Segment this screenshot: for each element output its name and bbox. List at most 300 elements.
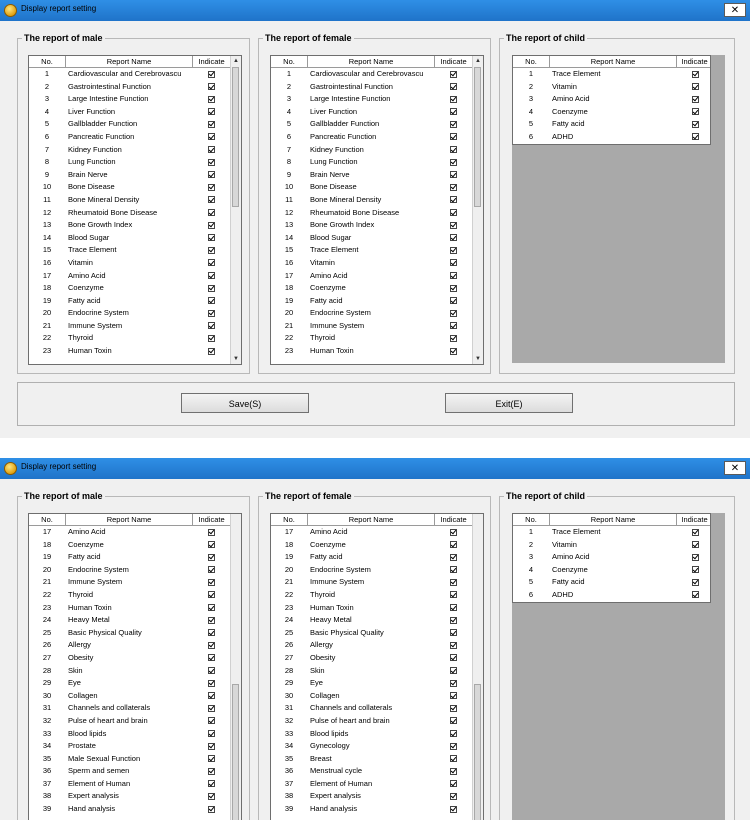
row-number: 20 bbox=[284, 308, 294, 318]
indicate-cell bbox=[680, 539, 710, 552]
row-number: 19 bbox=[42, 552, 52, 562]
checkbox-checked-icon[interactable] bbox=[692, 566, 699, 573]
table-row[interactable] bbox=[271, 257, 483, 270]
checkbox-checked-icon[interactable] bbox=[450, 743, 457, 750]
child-group-title: The report of child bbox=[506, 33, 586, 43]
indicate-cell bbox=[438, 93, 468, 106]
table-row[interactable] bbox=[29, 181, 241, 194]
checkbox-checked-icon[interactable] bbox=[208, 259, 215, 266]
table-row[interactable] bbox=[29, 702, 241, 715]
table-row[interactable] bbox=[29, 728, 241, 741]
checkbox-checked-icon[interactable] bbox=[208, 717, 215, 724]
checkbox-checked-icon[interactable] bbox=[208, 554, 215, 561]
table-row[interactable] bbox=[29, 602, 241, 615]
row-number: 25 bbox=[284, 627, 294, 637]
checkbox-checked-icon[interactable] bbox=[208, 541, 215, 548]
row-number: 15 bbox=[284, 245, 294, 255]
table-row[interactable] bbox=[29, 677, 241, 690]
table-row[interactable] bbox=[271, 790, 483, 803]
table-row[interactable] bbox=[29, 539, 241, 552]
checkbox-checked-icon[interactable] bbox=[692, 108, 699, 115]
checkbox-checked-icon[interactable] bbox=[208, 667, 215, 674]
row-number: 2 bbox=[528, 81, 534, 91]
report-name: Expert analysis bbox=[310, 791, 361, 801]
checkbox-checked-icon[interactable] bbox=[450, 133, 457, 140]
report-app-icon bbox=[4, 462, 17, 475]
exit-button[interactable]: Exit(E) bbox=[445, 393, 573, 413]
checkbox-checked-icon[interactable] bbox=[208, 184, 215, 191]
checkbox-checked-icon[interactable] bbox=[450, 159, 457, 166]
checkbox-checked-icon[interactable] bbox=[692, 96, 699, 103]
checkbox-checked-icon[interactable] bbox=[208, 692, 215, 699]
child-report-list[interactable] bbox=[512, 55, 725, 363]
table-row[interactable] bbox=[29, 156, 241, 169]
table-row[interactable] bbox=[271, 93, 483, 106]
row-number: 20 bbox=[42, 308, 52, 318]
scroll-down-icon[interactable]: ▼ bbox=[233, 356, 239, 362]
table-row[interactable] bbox=[29, 131, 241, 144]
checkbox-checked-icon[interactable] bbox=[450, 554, 457, 561]
table-row[interactable] bbox=[513, 576, 710, 589]
checkbox-checked-icon[interactable] bbox=[450, 629, 457, 636]
checkbox-checked-icon[interactable] bbox=[450, 335, 457, 342]
checkbox-checked-icon[interactable] bbox=[208, 310, 215, 317]
table-row[interactable] bbox=[271, 551, 483, 564]
checkbox-checked-icon[interactable] bbox=[208, 108, 215, 115]
female-report-list[interactable] bbox=[270, 513, 484, 820]
table-row[interactable] bbox=[271, 627, 483, 640]
row-number: 18 bbox=[42, 539, 52, 549]
table-row[interactable] bbox=[29, 778, 241, 791]
checkbox-checked-icon[interactable] bbox=[450, 667, 457, 674]
row-number: 20 bbox=[42, 564, 52, 574]
checkbox-checked-icon[interactable] bbox=[208, 121, 215, 128]
checkbox-checked-icon[interactable] bbox=[208, 806, 215, 813]
report-name: Pulse of heart and brain bbox=[68, 715, 148, 725]
table-row[interactable] bbox=[29, 740, 241, 753]
table-row[interactable] bbox=[29, 526, 241, 539]
checkbox-checked-icon[interactable] bbox=[208, 768, 215, 775]
table-row[interactable] bbox=[29, 551, 241, 564]
table-row[interactable] bbox=[513, 551, 710, 564]
vertical-scrollbar[interactable] bbox=[230, 56, 241, 364]
checkbox-checked-icon[interactable] bbox=[208, 642, 215, 649]
table-row[interactable] bbox=[271, 194, 483, 207]
table-row[interactable] bbox=[29, 639, 241, 652]
checkbox-checked-icon[interactable] bbox=[450, 322, 457, 329]
checkbox-checked-icon[interactable] bbox=[208, 579, 215, 586]
table-row[interactable] bbox=[29, 589, 241, 602]
indicate-cell bbox=[680, 106, 710, 119]
table-row[interactable] bbox=[29, 295, 241, 308]
checkbox-checked-icon[interactable] bbox=[208, 705, 215, 712]
table-row[interactable] bbox=[271, 219, 483, 232]
table-row[interactable] bbox=[29, 270, 241, 283]
table-row[interactable] bbox=[29, 790, 241, 803]
scroll-thumb[interactable] bbox=[232, 684, 239, 820]
row-number: 23 bbox=[284, 346, 294, 356]
close-button[interactable]: ✕ bbox=[724, 461, 746, 475]
male-rows bbox=[29, 526, 241, 816]
report-name: Hand analysis bbox=[310, 804, 358, 814]
table-row[interactable] bbox=[271, 753, 483, 766]
table-row[interactable] bbox=[513, 93, 710, 106]
scroll-up-icon[interactable]: ▲ bbox=[475, 58, 481, 64]
scroll-down-icon[interactable]: ▼ bbox=[475, 356, 481, 362]
header-report-name: Report Name bbox=[66, 514, 193, 525]
scroll-thumb[interactable] bbox=[474, 67, 481, 207]
table-row[interactable] bbox=[29, 690, 241, 703]
checkbox-checked-icon[interactable] bbox=[208, 196, 215, 203]
checkbox-checked-icon[interactable] bbox=[208, 234, 215, 241]
indicate-cell bbox=[196, 144, 226, 157]
checkbox-checked-icon[interactable] bbox=[450, 247, 457, 254]
checkbox-checked-icon[interactable] bbox=[450, 768, 457, 775]
report-name: Fatty acid bbox=[68, 552, 101, 562]
indicate-cell bbox=[438, 118, 468, 131]
table-row[interactable] bbox=[271, 677, 483, 690]
table-row[interactable] bbox=[271, 244, 483, 257]
table-row[interactable] bbox=[271, 526, 483, 539]
checkbox-checked-icon[interactable] bbox=[450, 146, 457, 153]
table-row[interactable] bbox=[29, 232, 241, 245]
checkbox-checked-icon[interactable] bbox=[450, 272, 457, 279]
close-button[interactable]: ✕ bbox=[724, 3, 746, 17]
row-number: 24 bbox=[42, 615, 52, 625]
vertical-scrollbar[interactable] bbox=[472, 514, 483, 820]
checkbox-checked-icon[interactable] bbox=[450, 793, 457, 800]
table-row[interactable] bbox=[271, 765, 483, 778]
checkbox-checked-icon[interactable] bbox=[450, 755, 457, 762]
table-row[interactable] bbox=[29, 320, 241, 333]
checkbox-checked-icon[interactable] bbox=[692, 529, 699, 536]
table-row[interactable] bbox=[513, 539, 710, 552]
checkbox-checked-icon[interactable] bbox=[450, 617, 457, 624]
checkbox-checked-icon[interactable] bbox=[208, 247, 215, 254]
table-row[interactable] bbox=[271, 68, 483, 81]
table-row[interactable] bbox=[271, 576, 483, 589]
table-row[interactable] bbox=[29, 652, 241, 665]
table-row[interactable] bbox=[271, 207, 483, 220]
table-row[interactable] bbox=[29, 169, 241, 182]
checkbox-checked-icon[interactable] bbox=[450, 96, 457, 103]
checkbox-checked-icon[interactable] bbox=[450, 680, 457, 687]
checkbox-checked-icon[interactable] bbox=[208, 335, 215, 342]
row-number: 2 bbox=[528, 539, 534, 549]
checkbox-checked-icon[interactable] bbox=[450, 730, 457, 737]
table-row[interactable] bbox=[271, 564, 483, 577]
checkbox-checked-icon[interactable] bbox=[692, 83, 699, 90]
table-row[interactable] bbox=[29, 753, 241, 766]
checkbox-checked-icon[interactable] bbox=[208, 604, 215, 611]
checkbox-checked-icon[interactable] bbox=[450, 297, 457, 304]
row-number: 23 bbox=[284, 602, 294, 612]
table-row[interactable] bbox=[29, 715, 241, 728]
table-row[interactable] bbox=[271, 803, 483, 816]
table-row[interactable] bbox=[29, 665, 241, 678]
table-row[interactable] bbox=[513, 589, 710, 602]
table-row[interactable] bbox=[29, 219, 241, 232]
row-number: 3 bbox=[286, 94, 292, 104]
report-name: Vitamin bbox=[552, 539, 577, 549]
checkbox-checked-icon[interactable] bbox=[450, 310, 457, 317]
checkbox-checked-icon[interactable] bbox=[208, 83, 215, 90]
checkbox-checked-icon[interactable] bbox=[450, 108, 457, 115]
table-row[interactable] bbox=[271, 728, 483, 741]
table-row[interactable] bbox=[271, 778, 483, 791]
checkbox-checked-icon[interactable] bbox=[450, 285, 457, 292]
checkbox-checked-icon[interactable] bbox=[692, 133, 699, 140]
report-name: Brain Nerve bbox=[68, 169, 108, 179]
indicate-cell bbox=[438, 526, 468, 539]
table-row[interactable] bbox=[513, 81, 710, 94]
checkbox-checked-icon[interactable] bbox=[450, 604, 457, 611]
table-row[interactable] bbox=[271, 690, 483, 703]
indicate-cell bbox=[438, 194, 468, 207]
indicate-cell bbox=[438, 282, 468, 295]
table-row[interactable] bbox=[513, 526, 710, 539]
table-row[interactable] bbox=[513, 106, 710, 119]
table-row[interactable] bbox=[271, 295, 483, 308]
checkbox-checked-icon[interactable] bbox=[692, 121, 699, 128]
checkbox-checked-icon[interactable] bbox=[450, 579, 457, 586]
checkbox-checked-icon[interactable] bbox=[208, 730, 215, 737]
table-row[interactable] bbox=[271, 589, 483, 602]
row-number: 32 bbox=[284, 715, 294, 725]
report-name: Menstrual cycle bbox=[310, 766, 363, 776]
row-number: 30 bbox=[42, 690, 52, 700]
checkbox-checked-icon[interactable] bbox=[450, 780, 457, 787]
checkbox-checked-icon[interactable] bbox=[450, 717, 457, 724]
checkbox-checked-icon[interactable] bbox=[208, 680, 215, 687]
checkbox-checked-icon[interactable] bbox=[450, 71, 457, 78]
table-row[interactable] bbox=[29, 207, 241, 220]
row-number: 8 bbox=[286, 157, 292, 167]
table-row[interactable] bbox=[29, 257, 241, 270]
table-row[interactable] bbox=[29, 118, 241, 131]
indicate-cell bbox=[196, 677, 226, 690]
table-row[interactable] bbox=[271, 144, 483, 157]
checkbox-checked-icon[interactable] bbox=[450, 566, 457, 573]
table-row[interactable] bbox=[271, 665, 483, 678]
vertical-scrollbar[interactable] bbox=[472, 56, 483, 364]
indicate-cell bbox=[438, 244, 468, 257]
checkbox-checked-icon[interactable] bbox=[450, 184, 457, 191]
table-row[interactable] bbox=[271, 270, 483, 283]
checkbox-checked-icon[interactable] bbox=[450, 348, 457, 355]
checkbox-checked-icon[interactable] bbox=[208, 617, 215, 624]
table-row[interactable] bbox=[29, 576, 241, 589]
checkbox-checked-icon[interactable] bbox=[208, 209, 215, 216]
checkbox-checked-icon[interactable] bbox=[450, 121, 457, 128]
child-report-list[interactable] bbox=[512, 513, 725, 820]
save-button[interactable]: Save(S) bbox=[181, 393, 309, 413]
table-row[interactable] bbox=[29, 803, 241, 816]
report-name: Allergy bbox=[68, 640, 91, 650]
checkbox-checked-icon[interactable] bbox=[450, 222, 457, 229]
report-name: Liver Function bbox=[68, 106, 116, 116]
checkbox-checked-icon[interactable] bbox=[208, 159, 215, 166]
female-report-list[interactable] bbox=[270, 55, 484, 365]
table-row[interactable] bbox=[271, 169, 483, 182]
checkbox-checked-icon[interactable] bbox=[450, 83, 457, 90]
report-name: Endocrine System bbox=[68, 308, 129, 318]
female-group-title: The report of female bbox=[265, 33, 352, 43]
checkbox-checked-icon[interactable] bbox=[450, 529, 457, 536]
checkbox-checked-icon[interactable] bbox=[208, 793, 215, 800]
child-report-group bbox=[499, 491, 735, 820]
checkbox-checked-icon[interactable] bbox=[208, 566, 215, 573]
checkbox-checked-icon[interactable] bbox=[450, 196, 457, 203]
checkbox-checked-icon[interactable] bbox=[450, 642, 457, 649]
scroll-thumb[interactable] bbox=[232, 67, 239, 207]
checkbox-checked-icon[interactable] bbox=[208, 780, 215, 787]
table-row[interactable] bbox=[271, 320, 483, 333]
checkbox-checked-icon[interactable] bbox=[208, 755, 215, 762]
checkbox-checked-icon[interactable] bbox=[208, 654, 215, 661]
table-row[interactable] bbox=[271, 131, 483, 144]
checkbox-checked-icon[interactable] bbox=[208, 297, 215, 304]
checkbox-checked-icon[interactable] bbox=[208, 629, 215, 636]
table-row[interactable] bbox=[271, 232, 483, 245]
table-row[interactable] bbox=[513, 118, 710, 131]
indicate-cell bbox=[680, 589, 710, 602]
indicate-cell bbox=[680, 68, 710, 81]
table-row[interactable] bbox=[29, 332, 241, 345]
checkbox-checked-icon[interactable] bbox=[450, 171, 457, 178]
scroll-thumb[interactable] bbox=[474, 684, 481, 820]
checkbox-checked-icon[interactable] bbox=[692, 554, 699, 561]
table-row[interactable] bbox=[29, 765, 241, 778]
female-rows bbox=[271, 526, 483, 816]
checkbox-checked-icon[interactable] bbox=[208, 272, 215, 279]
table-row[interactable] bbox=[29, 144, 241, 157]
checkbox-checked-icon[interactable] bbox=[208, 71, 215, 78]
indicate-cell bbox=[438, 144, 468, 157]
checkbox-checked-icon[interactable] bbox=[208, 322, 215, 329]
table-row[interactable] bbox=[271, 118, 483, 131]
checkbox-checked-icon[interactable] bbox=[450, 234, 457, 241]
row-number: 35 bbox=[284, 753, 294, 763]
male-report-list[interactable] bbox=[28, 513, 242, 820]
table-row[interactable] bbox=[29, 244, 241, 257]
row-number: 22 bbox=[42, 589, 52, 599]
row-number: 9 bbox=[44, 169, 50, 179]
checkbox-checked-icon[interactable] bbox=[450, 209, 457, 216]
male-report-list[interactable] bbox=[28, 55, 242, 365]
row-number: 3 bbox=[528, 552, 534, 562]
table-row[interactable] bbox=[29, 68, 241, 81]
checkbox-checked-icon[interactable] bbox=[692, 579, 699, 586]
table-row[interactable] bbox=[271, 639, 483, 652]
row-number: 8 bbox=[44, 157, 50, 167]
table-row[interactable] bbox=[29, 81, 241, 94]
table-row[interactable] bbox=[29, 307, 241, 320]
indicate-cell bbox=[438, 677, 468, 690]
table-row[interactable] bbox=[271, 81, 483, 94]
table-row[interactable] bbox=[271, 740, 483, 753]
report-name: Fatty acid bbox=[310, 552, 343, 562]
header-no: No. bbox=[513, 56, 550, 67]
table-row[interactable] bbox=[29, 564, 241, 577]
indicate-cell bbox=[438, 68, 468, 81]
row-number: 10 bbox=[284, 182, 294, 192]
table-row[interactable] bbox=[271, 602, 483, 615]
table-row[interactable] bbox=[513, 68, 710, 81]
checkbox-checked-icon[interactable] bbox=[208, 222, 215, 229]
report-name: Element of Human bbox=[310, 778, 373, 788]
table-row[interactable] bbox=[513, 564, 710, 577]
table-row[interactable] bbox=[29, 345, 241, 358]
checkbox-checked-icon[interactable] bbox=[208, 133, 215, 140]
checkbox-checked-icon[interactable] bbox=[208, 171, 215, 178]
table-row[interactable] bbox=[29, 93, 241, 106]
indicate-cell bbox=[438, 715, 468, 728]
table-row[interactable] bbox=[271, 307, 483, 320]
table-row[interactable] bbox=[29, 627, 241, 640]
checkbox-checked-icon[interactable] bbox=[450, 591, 457, 598]
report-name: Cardiovascular and Cerebrovascu bbox=[310, 69, 424, 78]
checkbox-checked-icon[interactable] bbox=[692, 71, 699, 78]
checkbox-checked-icon[interactable] bbox=[208, 96, 215, 103]
table-row[interactable] bbox=[271, 106, 483, 119]
table-row[interactable] bbox=[29, 282, 241, 295]
report-name: Endocrine System bbox=[68, 564, 129, 574]
checkbox-checked-icon[interactable] bbox=[450, 692, 457, 699]
row-number: 1 bbox=[44, 69, 50, 78]
checkbox-checked-icon[interactable] bbox=[208, 146, 215, 153]
checkbox-checked-icon[interactable] bbox=[208, 529, 215, 536]
checkbox-checked-icon[interactable] bbox=[208, 743, 215, 750]
checkbox-checked-icon[interactable] bbox=[208, 348, 215, 355]
report-name: Eye bbox=[310, 678, 323, 688]
checkbox-checked-icon[interactable] bbox=[208, 285, 215, 292]
indicate-cell bbox=[680, 93, 710, 106]
table-row[interactable] bbox=[271, 614, 483, 627]
report-name: Blood Sugar bbox=[68, 232, 110, 242]
checkbox-checked-icon[interactable] bbox=[450, 654, 457, 661]
checkbox-checked-icon[interactable] bbox=[450, 705, 457, 712]
checkbox-checked-icon[interactable] bbox=[450, 806, 457, 813]
row-number: 20 bbox=[284, 564, 294, 574]
table-row[interactable] bbox=[29, 614, 241, 627]
report-name: Endocrine System bbox=[310, 308, 371, 318]
row-number: 24 bbox=[284, 615, 294, 625]
checkbox-checked-icon[interactable] bbox=[208, 591, 215, 598]
table-row[interactable] bbox=[271, 345, 483, 358]
table-row[interactable] bbox=[513, 131, 710, 144]
table-row[interactable] bbox=[271, 282, 483, 295]
vertical-scrollbar[interactable] bbox=[230, 514, 241, 820]
table-row[interactable] bbox=[271, 715, 483, 728]
checkbox-checked-icon[interactable] bbox=[450, 541, 457, 548]
table-row[interactable] bbox=[271, 332, 483, 345]
checkbox-checked-icon[interactable] bbox=[692, 541, 699, 548]
table-row[interactable] bbox=[29, 106, 241, 119]
report-name: Bone Disease bbox=[68, 182, 115, 192]
checkbox-checked-icon[interactable] bbox=[450, 259, 457, 266]
table-row[interactable] bbox=[271, 539, 483, 552]
table-row[interactable] bbox=[271, 652, 483, 665]
checkbox-checked-icon[interactable] bbox=[692, 591, 699, 598]
table-row[interactable] bbox=[271, 181, 483, 194]
scroll-up-icon[interactable]: ▲ bbox=[233, 58, 239, 64]
indicate-cell bbox=[196, 740, 226, 753]
table-row[interactable] bbox=[29, 194, 241, 207]
table-row[interactable] bbox=[271, 702, 483, 715]
table-row[interactable] bbox=[271, 156, 483, 169]
row-number: 6 bbox=[286, 131, 292, 141]
